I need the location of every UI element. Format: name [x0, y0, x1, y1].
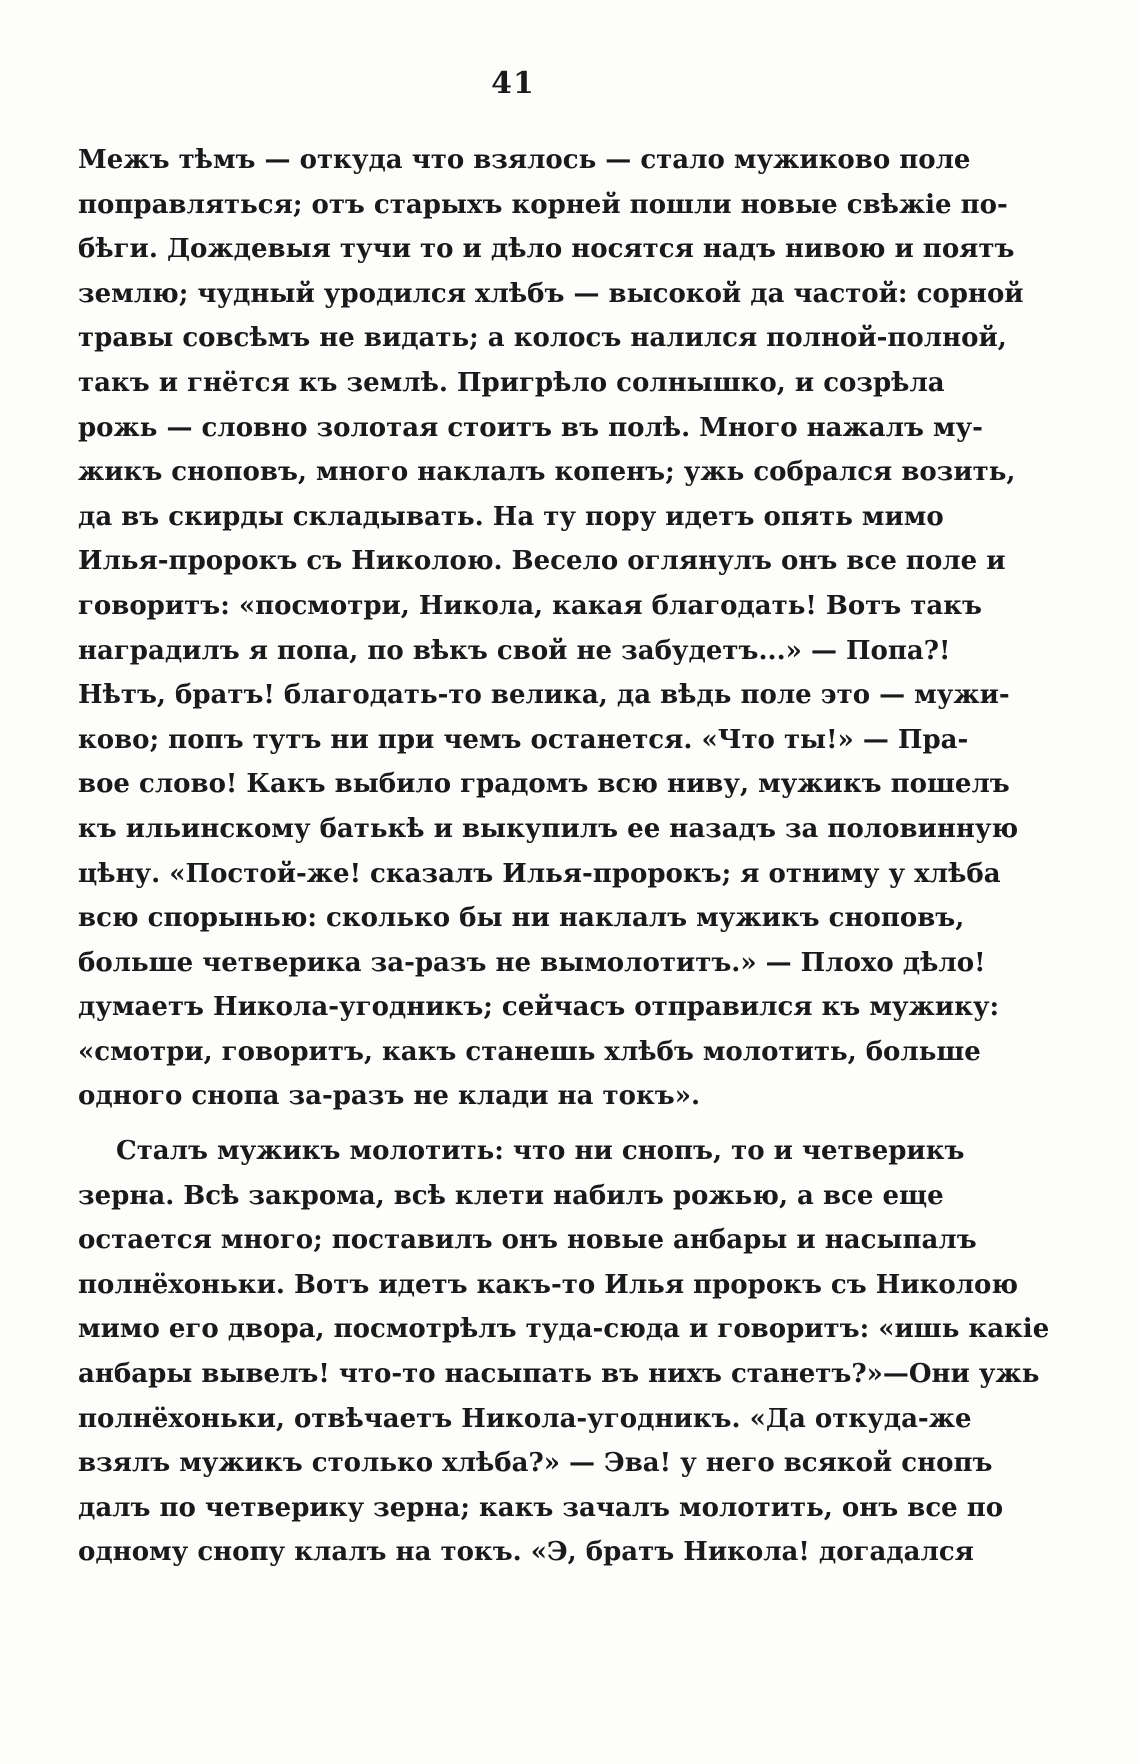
text-line: взялъ мужикъ столько хлѣба?» — Эва! у него всякой снопъ — [78, 1448, 993, 1479]
text-line: далъ по четверику зерна; какъ зачалъ молотить, онъ все по — [78, 1492, 1004, 1523]
text-line: полнёхоньки, отвѣчаетъ Никола-угодникъ. «Да откуда-же — [78, 1403, 972, 1434]
text-line: Сталъ мужикъ молотить: что ни снопъ, то и четверикъ — [116, 1136, 965, 1167]
text-line: остается много; поставилъ онъ новые анбары и насыпалъ — [78, 1225, 977, 1256]
text-line: рожь — словно золотая стоитъ въ полѣ. Много нажалъ му- — [78, 412, 983, 443]
text-line: да въ скирды складывать. На ту пору идетъ опять мимо — [78, 501, 944, 532]
text-line: цѣну. «Постой-же! сказалъ Илья-пророкъ; я отниму у хлѣба — [78, 858, 1001, 889]
paragraph-2 — [78, 1129, 1050, 1575]
text-line: одному снопу клалъ на токъ. «Э, братъ Никола! догадался — [78, 1537, 974, 1568]
text-line: полнёхоньки. Вотъ идетъ какъ-то Илья пророкъ съ Николою — [78, 1269, 1019, 1300]
text-line: мимо его двора, посмотрѣлъ туда-сюда и говоритъ: «ишь какіе — [78, 1314, 1050, 1345]
page-number: 41 — [491, 66, 535, 101]
text-line: ково; попъ тутъ ни при чемъ останется. «Что ты!» — Пра- — [78, 724, 969, 755]
text-line: Нѣтъ, братъ! благодать-то велика, да вѣдь поле это — мужи- — [78, 680, 1010, 711]
text-line: поправляться; отъ старыхъ корней пошли новые свѣжіе по- — [78, 189, 1008, 220]
text-line: анбары вывелъ! что-то насыпать въ нихъ станетъ?»—Они ужь — [78, 1359, 1040, 1390]
text-line: къ ильинскому батькѣ и выкупилъ ее назадъ за половинную — [78, 813, 1019, 844]
text-line: жикъ сноповъ, много наклалъ копенъ; ужь собрался возить, — [78, 457, 1016, 488]
text-line: всю спорынью: сколько бы ни наклалъ мужикъ сноповъ, — [78, 903, 965, 934]
text-line: больше четверика за-разъ не вымолотитъ.» — Плохо дѣло! — [78, 947, 986, 978]
text-line: одного снопа за-разъ не клади на токъ». — [78, 1081, 700, 1112]
text-line: «смотри, говоритъ, какъ станешь хлѣбъ молотить, больше — [78, 1036, 981, 1067]
body-text — [78, 138, 1050, 1575]
text-line: такъ и гнётся къ землѣ. Пригрѣло солнышко, и созрѣла — [78, 367, 945, 398]
text-line: наградилъ я попа, по вѣкъ свой не забудетъ...» — Попа?! — [78, 635, 951, 666]
text-line: травы совсѣмъ не видать; а колосъ налился полной-полной, — [78, 323, 1007, 354]
paragraph-gap — [78, 1119, 936, 1129]
text-line: зерна. Всѣ закрома, всѣ клети набилъ рожью, а все еще — [78, 1180, 944, 1211]
text-line: думаетъ Никола-угодникъ; сейчасъ отправился къ мужику: — [78, 992, 1000, 1023]
text-line: вое слово! Какъ выбило градомъ всю ниву, мужикъ пошелъ — [78, 769, 1010, 800]
text-line: Илья-пророкъ съ Николою. Весело оглянулъ онъ все поле и — [78, 546, 1006, 577]
text-line: бѣги. Дождевыя тучи то и дѣло носятся надъ нивою и поятъ — [78, 234, 1015, 265]
text-line: землю; чудный уродился хлѣбъ — высокой да частой: сорной — [78, 278, 1024, 309]
paragraph-1 — [78, 138, 1024, 1119]
text-line: Межъ тѣмъ — откуда что взялось — стало мужиково поле — [78, 145, 971, 175]
text-line: говоритъ: «посмотри, Никола, какая благодать! Вотъ такъ — [78, 590, 982, 621]
